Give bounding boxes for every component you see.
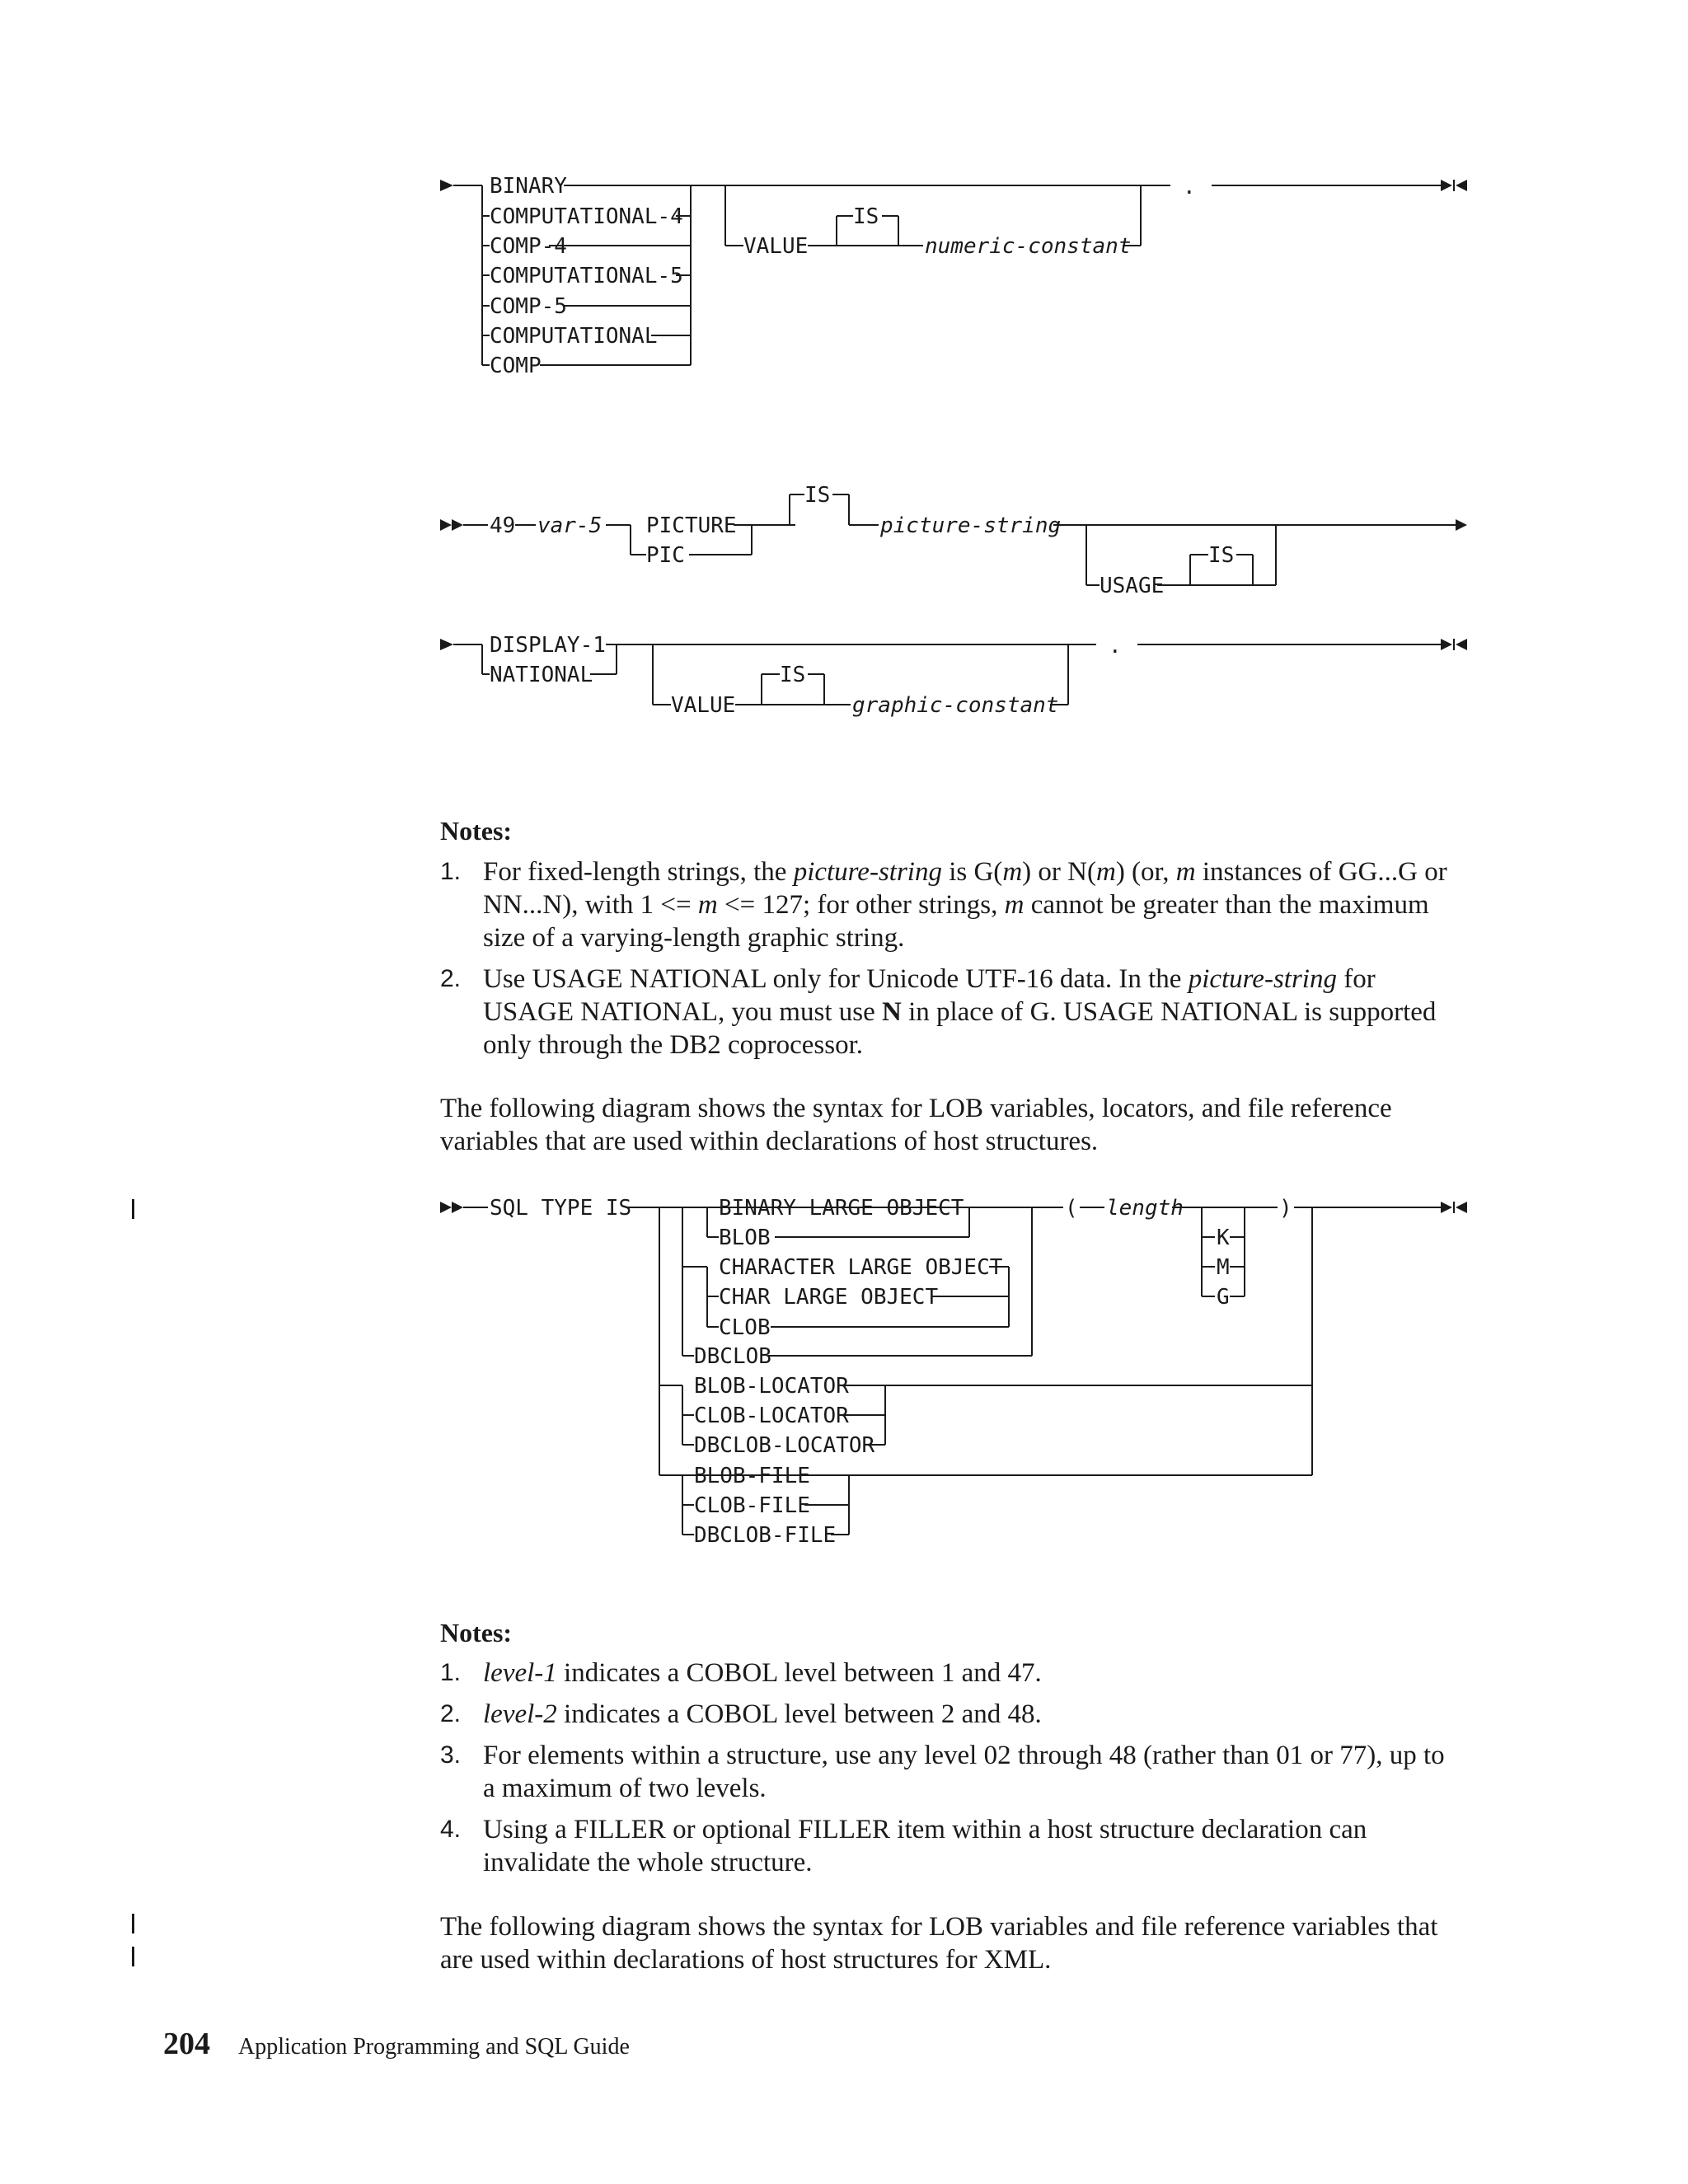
- sql-type-is-keyword: SQL TYPE IS: [490, 1196, 632, 1221]
- clob-keyword: CLOB: [719, 1315, 771, 1340]
- note-text: <= 127; for other strings,: [717, 890, 1005, 920]
- period: .: [1183, 175, 1196, 199]
- page-footer: [163, 2026, 630, 2062]
- notes-list: [440, 855, 1462, 1070]
- dbclob-file-keyword: DBCLOB-FILE: [694, 1523, 837, 1548]
- numeric-constant: numeric-constant: [925, 234, 1132, 259]
- type-comp-5: COMP-5: [490, 294, 567, 319]
- char-large-object-keyword: CHAR LARGE OBJECT: [719, 1285, 939, 1310]
- note-number: 2.: [440, 1700, 462, 1727]
- is-keyword: IS: [780, 663, 806, 687]
- revision-bar: [132, 1914, 134, 1933]
- note-text: m: [1095, 857, 1116, 887]
- is-keyword: IS: [853, 204, 879, 229]
- note-text: m: [1004, 890, 1025, 920]
- note-text: ) or N(: [1022, 857, 1096, 887]
- type-computational-5: COMPUTATIONAL-5: [490, 264, 683, 288]
- note-item: [440, 963, 1462, 1062]
- note-text: m: [697, 890, 718, 920]
- usage-keyword: USAGE: [1100, 574, 1165, 598]
- revision-bar: [132, 1947, 134, 1966]
- note-text: cannot be greater than the maximum size of a varying-length graphic string.: [483, 890, 1429, 953]
- note-text: picture-string: [1188, 964, 1337, 994]
- level-49: 49: [490, 513, 516, 538]
- right-paren: ): [1279, 1196, 1292, 1221]
- dbclob-keyword: DBCLOB: [694, 1344, 771, 1369]
- pic-keyword: PIC: [646, 543, 685, 568]
- note-item: [440, 1739, 1462, 1805]
- book-title: Application Programming and SQL Guide: [238, 2034, 630, 2060]
- note-text: for USAGE NATIONAL, you must use: [483, 964, 1376, 1027]
- value-keyword: VALUE: [743, 234, 809, 259]
- dbclob-locator-keyword: DBCLOB-LOCATOR: [694, 1433, 875, 1458]
- note-text: For elements within a structure, use any level 02 through 48 (rather than 01 or 77), up to a maximum of two levels.: [483, 1741, 1445, 1803]
- unit-g: G: [1217, 1285, 1230, 1310]
- note-text: in place of G. USAGE NATIONAL is supported only through the DB2 coprocessor.: [483, 997, 1437, 1060]
- picture-keyword: PICTURE: [646, 513, 737, 538]
- note-text: level-1: [483, 1658, 557, 1688]
- page-number: 204: [163, 2027, 210, 2061]
- is-keyword: IS: [804, 483, 831, 508]
- note-item: [440, 855, 1462, 954]
- value-keyword: VALUE: [671, 693, 736, 718]
- syntax-diagram-display1-national: [0, 626, 1688, 725]
- notes-heading-2: Notes:: [440, 1618, 513, 1647]
- note-text: m: [1002, 857, 1023, 887]
- clob-file-keyword: CLOB-FILE: [694, 1493, 810, 1518]
- paragraph-xml-intro: The following diagram shows the syntax for LOB variables and file reference variables that are used within declarations of host structures for XML.: [440, 1912, 1438, 1975]
- blob-keyword: BLOB: [719, 1226, 771, 1250]
- note-text: m: [1175, 857, 1196, 887]
- type-binary: BINARY: [490, 174, 567, 199]
- note-text: level-2: [483, 1699, 557, 1729]
- character-large-object-keyword: CHARACTER LARGE OBJECT: [719, 1255, 1003, 1280]
- notes-heading: Notes:: [440, 816, 513, 846]
- picture-string: picture-string: [880, 513, 1062, 538]
- note-number: 3.: [440, 1741, 462, 1769]
- note-text: Using a FILLER or optional FILLER item within a host structure declaration can invalidate the whole structure.: [483, 1815, 1367, 1877]
- note-text: instances of GG...G or NN...N), with 1 <=: [483, 857, 1447, 920]
- type-comp-4: COMP-4: [490, 234, 567, 259]
- note-item: [440, 1813, 1462, 1879]
- type-computational: COMPUTATIONAL: [490, 324, 658, 349]
- syntax-diagram-var5-picture: [0, 478, 1688, 610]
- left-paren: (: [1065, 1196, 1078, 1221]
- note-text: ) (or,: [1115, 857, 1176, 887]
- usage-is-keyword: IS: [1208, 543, 1235, 568]
- note-text: N: [881, 997, 902, 1027]
- note-text: For fixed-length strings, the: [483, 857, 794, 887]
- display-1-keyword: DISPLAY-1: [490, 633, 606, 658]
- unit-m: M: [1217, 1255, 1230, 1280]
- syntax-diagram-usage-binary: [0, 165, 1688, 396]
- note-text: indicates a COBOL level between 2 and 48.: [556, 1699, 1042, 1729]
- type-comp: COMP: [490, 354, 542, 378]
- var-5: var-5: [537, 513, 603, 538]
- note-item: [440, 1657, 1462, 1690]
- clob-locator-keyword: CLOB-LOCATOR: [694, 1404, 849, 1428]
- length-placeholder: length: [1106, 1196, 1184, 1221]
- graphic-constant: graphic-constant: [852, 693, 1059, 718]
- note-text: indicates a COBOL level between 1 and 47.: [556, 1658, 1042, 1688]
- syntax-diagram-sql-type-is: [0, 1187, 1688, 1566]
- paragraph-lob-intro: The following diagram shows the syntax for LOB variables, locators, and file reference variables that are used within declarations of host structures.: [440, 1094, 1392, 1156]
- note-number: 1.: [440, 1659, 462, 1686]
- note-text: picture-string: [793, 857, 942, 887]
- note-number: 2.: [440, 965, 462, 992]
- blob-file-keyword: BLOB-FILE: [694, 1464, 810, 1488]
- note-number: 4.: [440, 1816, 462, 1843]
- period: .: [1109, 634, 1122, 658]
- note-text: Use USAGE NATIONAL only for Unicode UTF-16 data. In the: [483, 964, 1189, 994]
- binary-large-object-keyword: BINARY LARGE OBJECT: [719, 1196, 964, 1221]
- note-text: is G(: [941, 857, 1003, 887]
- national-keyword: NATIONAL: [490, 663, 593, 687]
- type-computational-4: COMPUTATIONAL-4: [490, 204, 683, 229]
- blob-locator-keyword: BLOB-LOCATOR: [694, 1374, 849, 1399]
- note-item: [440, 1698, 1462, 1731]
- note-number: 1.: [440, 858, 462, 885]
- unit-k: K: [1217, 1226, 1230, 1250]
- notes-list-2: [440, 1657, 1462, 1887]
